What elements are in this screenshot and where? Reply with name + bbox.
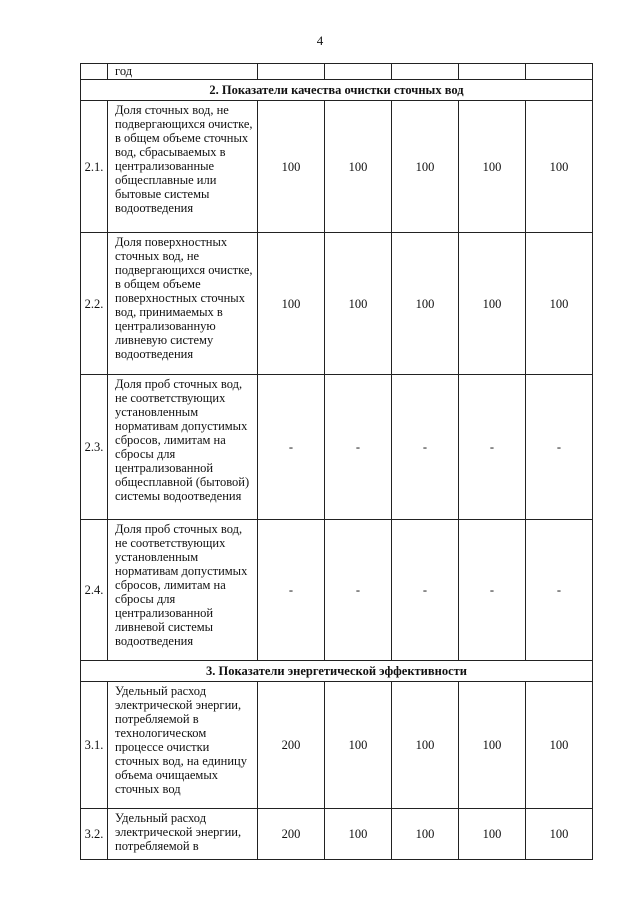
row-value: -	[526, 520, 593, 661]
row-value: 100	[459, 682, 526, 809]
row-number: 3.1.	[81, 682, 108, 809]
table-row	[81, 682, 593, 809]
row-value: -	[459, 375, 526, 520]
row-value: 100	[392, 233, 459, 375]
row-value: 100	[526, 682, 593, 809]
row-value: 100	[258, 101, 325, 233]
row-value: 100	[526, 233, 593, 375]
row-value: -	[325, 520, 392, 661]
table-row	[81, 809, 593, 860]
row-value: 100	[392, 809, 459, 860]
row-desc: Удельный расход электрической энергии, потребляемой в	[108, 809, 258, 860]
row-value: -	[526, 375, 593, 520]
row-value: -	[258, 520, 325, 661]
section-header-row	[81, 80, 593, 101]
page-number: 4	[316, 33, 324, 48]
section-title: 2. Показатели качества очистки сточных вод	[81, 80, 593, 101]
row-number: 2.2.	[81, 233, 108, 375]
row-desc: год	[108, 64, 258, 80]
row-desc: Доля проб сточных вод, не соответствующих установленным нормативам допустимых сбросов, лимитам на сбросы для централизованной общесплавной (бытовой) системы водоотведения	[108, 375, 258, 520]
row-value: -	[392, 375, 459, 520]
row-desc: Доля проб сточных вод, не соответствующих установленным нормативам допустимых сбросов, лимитам на сбросы для централизованной ливневой системы водоотведения	[108, 520, 258, 661]
row-value: -	[392, 520, 459, 661]
row-value: -	[459, 520, 526, 661]
row-value: 100	[459, 809, 526, 860]
row-number: 2.4.	[81, 520, 108, 661]
row-value: 100	[325, 682, 392, 809]
row-value: -	[325, 375, 392, 520]
row-number: 2.3.	[81, 375, 108, 520]
row-value: 100	[392, 682, 459, 809]
section-title: 3. Показатели энергетической эффективности	[81, 661, 593, 682]
row-value: 100	[258, 233, 325, 375]
indicators-table	[80, 63, 593, 860]
table-row	[81, 233, 593, 375]
table-row	[81, 64, 593, 80]
row-number: 2.1.	[81, 101, 108, 233]
row-value: 100	[459, 101, 526, 233]
table-row	[81, 375, 593, 520]
row-value: 100	[392, 101, 459, 233]
row-value: 100	[459, 233, 526, 375]
table-row	[81, 520, 593, 661]
row-value: -	[258, 375, 325, 520]
row-value: 100	[325, 233, 392, 375]
row-value: 100	[325, 809, 392, 860]
row-value: 200	[258, 682, 325, 809]
row-value: 100	[526, 809, 593, 860]
row-desc: Удельный расход электрической энергии, потребляемой в технологическом процессе очистки сточных вод, на единицу объема очищаемых сточных вод	[108, 682, 258, 809]
row-value: 200	[258, 809, 325, 860]
row-number: 3.2.	[81, 809, 108, 860]
row-value: 100	[325, 101, 392, 233]
table-row	[81, 101, 593, 233]
row-desc: Доля сточных вод, не подвергающихся очистке, в общем объеме сточных вод, сбрасываемых в централизованные общесплавные или бытовые системы водоотведения	[108, 101, 258, 233]
section-header-row	[81, 661, 593, 682]
row-desc: Доля поверхностных сточных вод, не подвергающихся очистке, в общем объеме поверхностных сточных вод, принимаемых в централизованную ливневую систему водоотведения	[108, 233, 258, 375]
row-value: 100	[526, 101, 593, 233]
